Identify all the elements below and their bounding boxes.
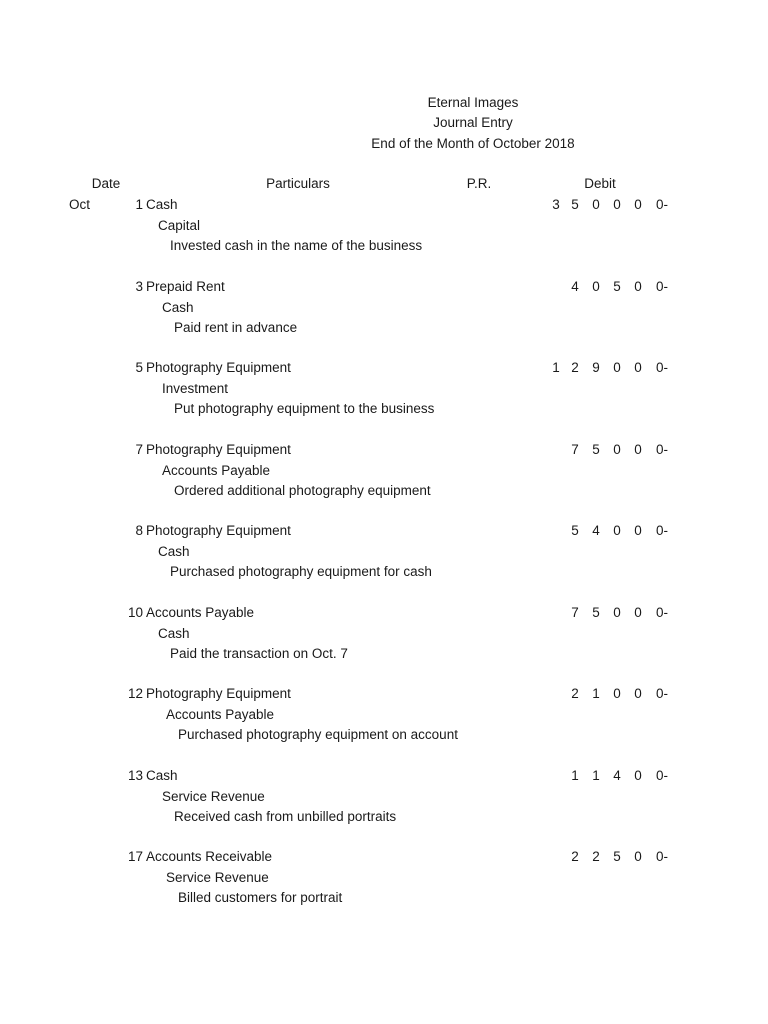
entry-day: 5 bbox=[135, 360, 143, 375]
debit-amount-digit: 2 bbox=[571, 686, 579, 701]
debit-amount-digit: 1 bbox=[552, 360, 560, 375]
debit-amount-digit: 0 bbox=[613, 197, 621, 212]
debit-amount-digit: 5 bbox=[592, 442, 600, 457]
debit-amount-digit: 1 bbox=[592, 768, 600, 783]
debit-amount-digit: 0 bbox=[613, 360, 621, 375]
debit-amount-digit: 0 bbox=[634, 849, 642, 864]
debit-row bbox=[0, 197, 768, 213]
debit-amount-digit: 2 bbox=[571, 360, 579, 375]
debit-amount-digit: 0- bbox=[656, 849, 669, 864]
debit-amount-digit: 0 bbox=[634, 360, 642, 375]
debit-amount-digit: 0- bbox=[656, 279, 669, 294]
debit-amount-digit: 0- bbox=[656, 197, 669, 212]
debit-amount-digit: 0- bbox=[656, 360, 669, 375]
debit-amount-digit: 5 bbox=[613, 849, 621, 864]
debit-row bbox=[0, 279, 768, 295]
debit-amount-digit: 1 bbox=[592, 686, 600, 701]
entry-description: Received cash from unbilled portraits bbox=[174, 809, 397, 824]
debit-row bbox=[0, 442, 768, 458]
entry-description: Paid rent in advance bbox=[174, 320, 298, 335]
document-title: Journal Entry bbox=[433, 115, 513, 130]
entry-day: 13 bbox=[127, 768, 143, 783]
debit-row bbox=[0, 849, 768, 865]
debit-amount-digit: 0- bbox=[656, 523, 669, 538]
entry-day: 1 bbox=[135, 197, 143, 212]
column-header-particulars: Particulars bbox=[266, 176, 330, 191]
entry-description: Purchased photography equipment on account bbox=[178, 727, 458, 742]
debit-row bbox=[0, 360, 768, 376]
credit-account: Capital bbox=[158, 217, 201, 233]
debit-amount-digit: 5 bbox=[592, 605, 600, 620]
debit-account: Photography Equipment bbox=[146, 523, 291, 538]
debit-amount-digit: 0 bbox=[613, 686, 621, 701]
credit-account: Cash bbox=[158, 625, 190, 641]
credit-account: Cash bbox=[158, 543, 190, 559]
entry-description: Paid the transaction on Oct. 7 bbox=[170, 646, 348, 661]
entry-day: 12 bbox=[127, 686, 143, 701]
debit-amount-digit: 0 bbox=[634, 605, 642, 620]
entry-day: 10 bbox=[127, 605, 143, 620]
debit-amount-digit: 5 bbox=[571, 523, 579, 538]
period-title: End of the Month of October 2018 bbox=[371, 136, 575, 151]
debit-amount-digit: 0 bbox=[634, 442, 642, 457]
entry-day: 3 bbox=[135, 279, 143, 294]
entry-day: 17 bbox=[127, 849, 143, 864]
entry-description: Ordered additional photography equipment bbox=[174, 483, 431, 498]
debit-row bbox=[0, 768, 768, 784]
credit-account: Accounts Payable bbox=[162, 462, 271, 478]
debit-amount-digit: 4 bbox=[592, 523, 600, 538]
debit-account: Prepaid Rent bbox=[146, 279, 225, 294]
debit-amount-digit: 0- bbox=[656, 442, 669, 457]
debit-amount-digit: 5 bbox=[613, 279, 621, 294]
debit-row bbox=[0, 605, 768, 621]
entry-description: Invested cash in the name of the business bbox=[170, 238, 423, 253]
debit-amount-digit: 0 bbox=[634, 197, 642, 212]
company-name: Eternal Images bbox=[427, 95, 519, 110]
entry-day: 7 bbox=[135, 442, 143, 457]
debit-amount-digit: 7 bbox=[571, 442, 579, 457]
debit-amount-digit: 0 bbox=[634, 768, 642, 783]
debit-amount-digit: 9 bbox=[592, 360, 600, 375]
debit-amount-digit: 2 bbox=[592, 849, 600, 864]
debit-account: Cash bbox=[146, 197, 178, 212]
debit-account: Photography Equipment bbox=[146, 686, 291, 701]
debit-amount-digit: 0 bbox=[592, 197, 600, 212]
credit-account: Service Revenue bbox=[166, 869, 269, 885]
debit-account: Accounts Receivable bbox=[146, 849, 273, 864]
debit-amount-digit: 5 bbox=[571, 197, 579, 212]
debit-account: Photography Equipment bbox=[146, 442, 291, 457]
entry-month: Oct bbox=[69, 197, 91, 212]
column-header-debit: Debit bbox=[584, 176, 616, 191]
debit-account: Photography Equipment bbox=[146, 360, 291, 375]
column-header-pr: P.R. bbox=[466, 176, 492, 191]
entry-description: Purchased photography equipment for cash bbox=[170, 564, 432, 579]
column-header-date: Date bbox=[91, 176, 121, 191]
debit-amount-digit: 7 bbox=[571, 605, 579, 620]
entry-description: Billed customers for portrait bbox=[178, 890, 343, 905]
debit-amount-digit: 0- bbox=[656, 768, 669, 783]
debit-amount-digit: 4 bbox=[571, 279, 579, 294]
debit-row bbox=[0, 523, 768, 539]
debit-amount-digit: 0 bbox=[634, 279, 642, 294]
debit-row bbox=[0, 686, 768, 702]
debit-amount-digit: 0 bbox=[613, 605, 621, 620]
debit-amount-digit: 0 bbox=[592, 279, 600, 294]
credit-account: Service Revenue bbox=[162, 788, 265, 804]
debit-amount-digit: 0- bbox=[656, 686, 669, 701]
debit-account: Cash bbox=[146, 768, 178, 783]
debit-amount-digit: 2 bbox=[571, 849, 579, 864]
entry-description: Put photography equipment to the business bbox=[174, 401, 435, 416]
debit-account: Accounts Payable bbox=[146, 605, 255, 620]
debit-amount-digit: 0 bbox=[634, 686, 642, 701]
debit-amount-digit: 0 bbox=[613, 523, 621, 538]
credit-account: Investment bbox=[162, 380, 229, 396]
entry-day: 8 bbox=[135, 523, 143, 538]
credit-account: Cash bbox=[162, 299, 194, 315]
debit-amount-digit: 3 bbox=[552, 197, 560, 212]
debit-amount-digit: 4 bbox=[613, 768, 621, 783]
debit-amount-digit: 0 bbox=[634, 523, 642, 538]
debit-amount-digit: 0 bbox=[613, 442, 621, 457]
debit-amount-digit: 0- bbox=[656, 605, 669, 620]
debit-amount-digit: 1 bbox=[571, 768, 579, 783]
credit-account: Accounts Payable bbox=[166, 706, 275, 722]
